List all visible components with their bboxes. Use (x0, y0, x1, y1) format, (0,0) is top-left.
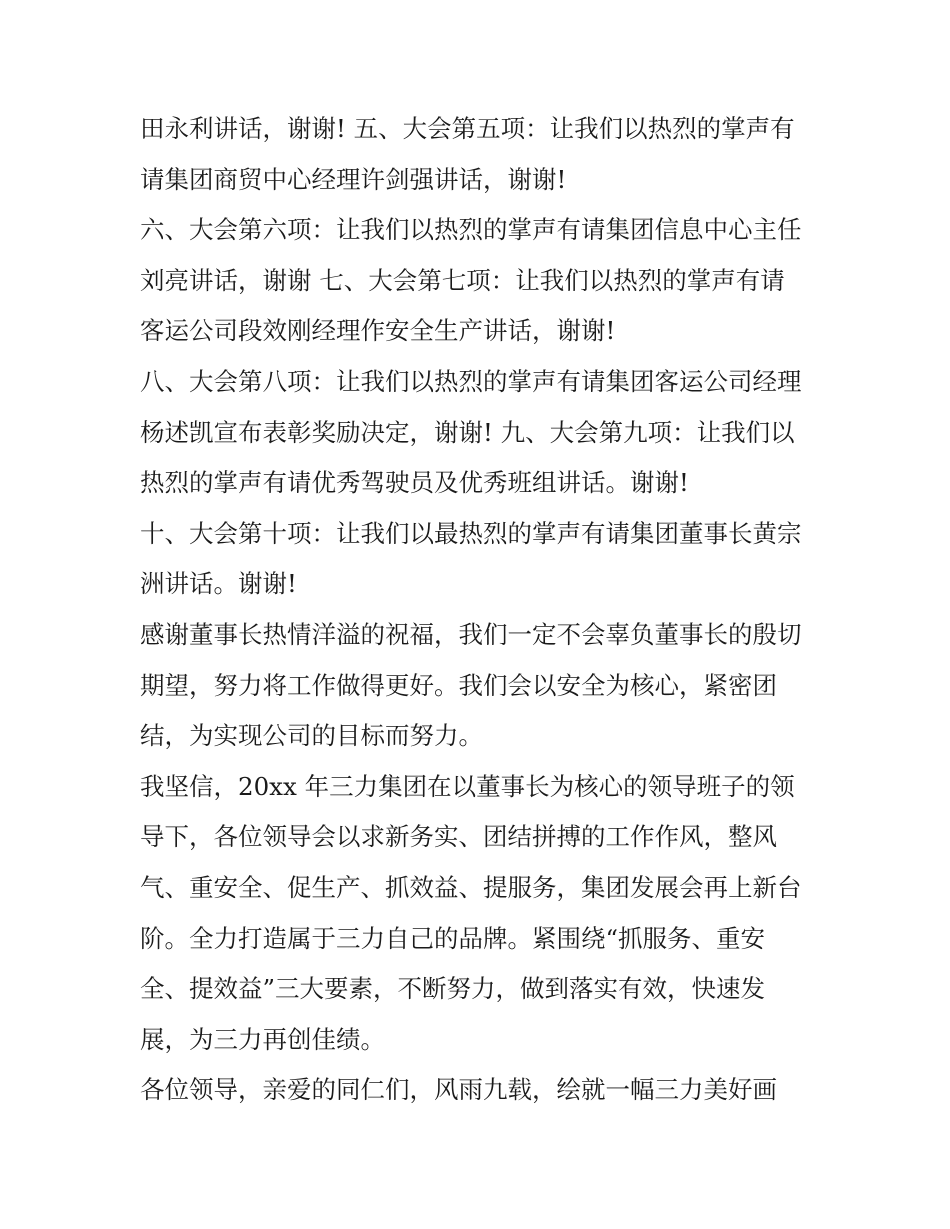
document-body (140, 104, 830, 1116)
text-line: 期望，努力将工作做得更好。我们会以安全为核心，紧密团 (140, 670, 777, 700)
text-line: 展，为三力再创佳绩。 (140, 1024, 385, 1054)
text-line: 感谢董事长热情洋溢的祝福，我们一定不会辜负董事长的殷切 (140, 619, 802, 649)
text-line: 刘亮讲话，谢谢 七、大会第七项：让我们以热烈的掌声有请 (140, 265, 785, 295)
text-line: 热烈的掌声有请优秀驾驶员及优秀班组讲话。谢谢! (140, 468, 689, 498)
text-line: 导下，各位领导会以求新务实、团结拼搏的工作作风，整风 (140, 822, 777, 852)
text-line: 阶。全力打造属于三力自己的品牌。紧围绕“抓服务、重安 (140, 923, 766, 953)
text-line: 结，为实现公司的目标而努力。 (140, 721, 483, 751)
text-line: 客运公司段效刚经理作安全生产讲话，谢谢! (140, 316, 616, 346)
text-line: 洲讲话。谢谢! (140, 569, 297, 599)
text-line: 全、提效益”三大要素，不断努力，做到落实有效，快速发 (140, 974, 766, 1004)
text-line: 杨述凯宣布表彰奖励决定，谢谢! 九、大会第九项：让我们以 (140, 417, 795, 447)
text-line: 各位领导，亲爱的同仁们，风雨九载，绘就一幅三力美好画 (140, 1075, 777, 1105)
text-line: 我坚信，20xx 年三力集团在以董事长为核心的领导班子的领 (140, 771, 795, 801)
text-line: 六、大会第六项：让我们以热烈的掌声有请集团信息中心主任 (140, 215, 802, 245)
text-line: 请集团商贸中心经理许剑强讲话，谢谢! (140, 164, 567, 194)
text-line: 气、重安全、促生产、抓效益、提服务，集团发展会再上新台 (140, 872, 802, 902)
text-line: 八、大会第八项：让我们以热烈的掌声有请集团客运公司经理 (140, 366, 802, 396)
text-line: 田永利讲话，谢谢! 五、大会第五项：让我们以热烈的掌声有 (140, 114, 795, 143)
text-line: 十、大会第十项：让我们以最热烈的掌声有请集团董事长黄宗 (140, 518, 802, 548)
